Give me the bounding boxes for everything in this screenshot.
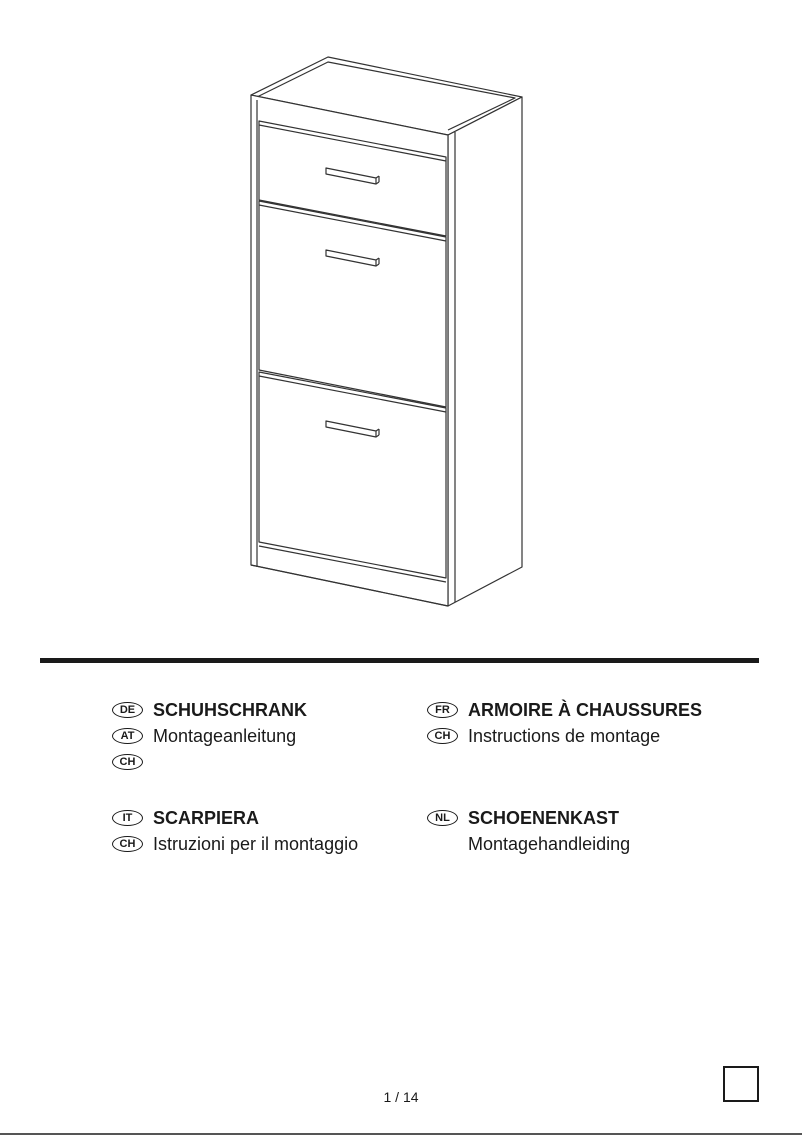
language-badge-ch: CH [427, 728, 458, 744]
subtitle-fr: Instructions de montage [468, 725, 661, 746]
language-badge-fr: FR [427, 702, 458, 718]
divider-rule [40, 658, 759, 663]
page-number: 1 / 14 [383, 1089, 419, 1105]
product-title-de: SCHUHSCHRANK [153, 699, 308, 720]
subtitle-de: Montageanleitung [153, 725, 297, 746]
subtitle-nl: Montagehandleiding [468, 833, 631, 854]
bottom-edge-line [0, 1133, 802, 1135]
product-title-it: SCARPIERA [153, 807, 260, 828]
language-badge-ch: CH [112, 836, 143, 852]
language-block-de [112, 697, 307, 775]
language-block-it [112, 805, 358, 857]
language-badge-nl: NL [427, 810, 458, 826]
language-badge-de: DE [112, 702, 143, 718]
language-block-nl [427, 805, 630, 857]
language-badge-ch: CH [112, 754, 143, 770]
product-title-nl: SCHOENENKAST [468, 807, 620, 828]
language-badge-at: AT [112, 728, 143, 744]
corner-box [723, 1066, 759, 1102]
product-title-fr: ARMOIRE À CHAUSSURES [468, 699, 703, 720]
subtitle-it: Istruzioni per il montaggio [153, 833, 359, 854]
language-badge-it: IT [112, 810, 143, 826]
language-block-fr [427, 697, 702, 749]
